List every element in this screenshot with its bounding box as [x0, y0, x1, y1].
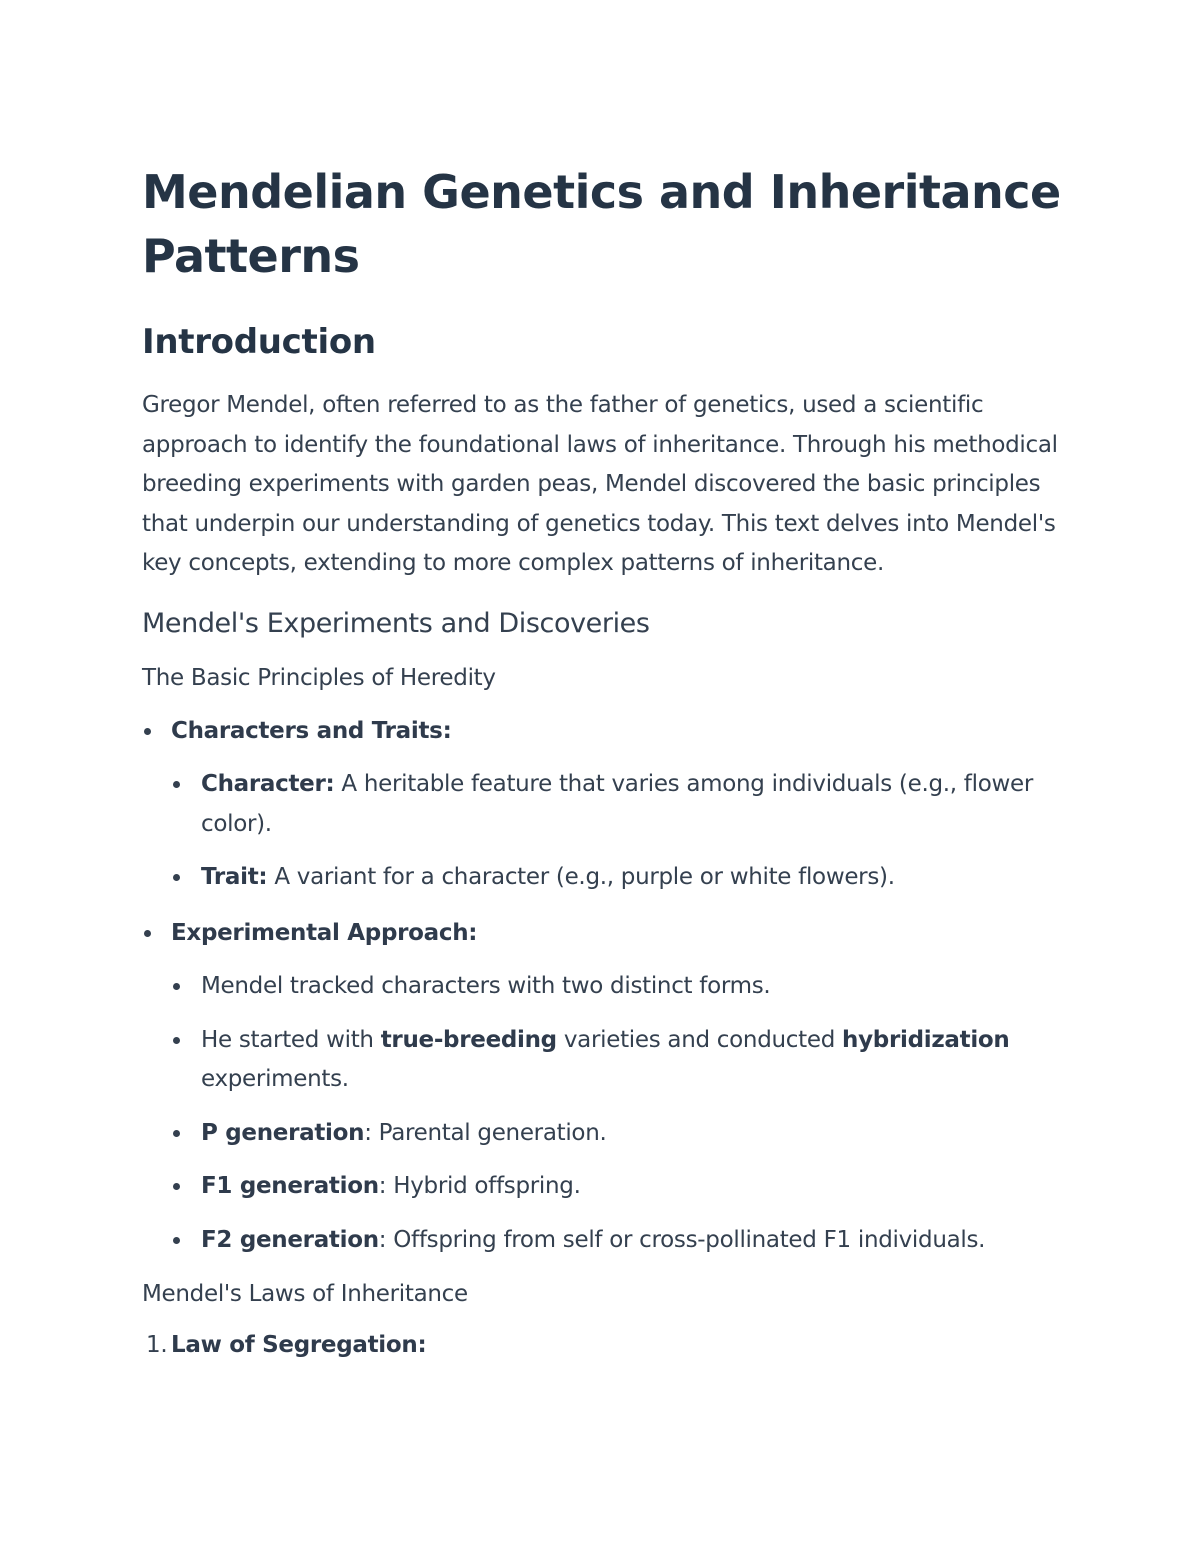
tracked-characters-text: Mendel tracked characters with two distinct forms. [201, 973, 771, 999]
bullet-icon [173, 983, 180, 990]
character-term: Character: [201, 771, 335, 797]
list-item-f1-generation [171, 1167, 1067, 1207]
p-generation-term: P generation [201, 1119, 365, 1146]
basic-principles-heading: The Basic Principles of Heredity [142, 664, 496, 691]
list-item-characters-traits [142, 712, 1067, 898]
f2-generation-term: F2 generation [201, 1226, 379, 1253]
laws-heading: Mendel's Laws of Inheritance [142, 1281, 468, 1307]
bullet-icon [144, 728, 151, 735]
bullet-icon [144, 930, 151, 937]
list-item-true-breeding [171, 1021, 1067, 1100]
p-generation-text: : Parental generation. [364, 1119, 607, 1146]
bullet-icon [173, 1183, 180, 1190]
experimental-approach-sublist [171, 967, 1067, 1260]
introduction-paragraph: Gregor Mendel, often referred to as the father of genetics, used a scientific approach to identify the foundational laws of inheritance. Through his methodical breeding experiments with garden peas, Mendel discovered the basic principles that underpin our understanding of genetics today. This text delves into Mendel's key concepts, extending to more complex patterns of inheritance. [142, 392, 1058, 576]
laws-list [142, 1326, 1067, 1366]
law-of-segregation-label: Law of Segregation: [171, 1332, 427, 1358]
principles-list [142, 712, 1067, 1261]
bullet-icon [173, 1130, 180, 1137]
f1-generation-text: : Hybrid offspring. [378, 1173, 581, 1199]
trait-term: Trait: [201, 864, 268, 890]
f1-generation-term: F1 generation [201, 1173, 379, 1199]
characters-traits-label: Characters and Traits: [171, 717, 452, 744]
list-item-law-of-segregation [142, 1326, 1067, 1366]
list-item-character [171, 765, 1067, 844]
experiments-heading: Mendel's Experiments and Discoveries [142, 607, 650, 639]
list-item-experimental-approach [142, 914, 1067, 1261]
true-breeding-mid: varieties and conducted [556, 1026, 843, 1053]
list-item-f2-generation [171, 1221, 1067, 1261]
true-breeding-pre: He started with [201, 1026, 381, 1053]
list-item-tracked-characters [171, 967, 1067, 1007]
bullet-icon [173, 1037, 180, 1044]
bullet-icon [173, 1237, 180, 1244]
list-item-trait [171, 858, 1067, 898]
character-definition: A heritable feature that varies among individuals (e.g., flower color). [201, 771, 1033, 837]
list-item-p-generation [171, 1114, 1067, 1154]
experimental-approach-label: Experimental Approach: [171, 919, 478, 946]
trait-definition: A variant for a character (e.g., purple or white flowers). [267, 864, 895, 890]
bullet-icon [173, 781, 180, 788]
document-page [142, 160, 1067, 1366]
f2-generation-text: : Offspring from self or cross-pollinated F1 individuals. [378, 1226, 986, 1253]
law-number: 1. [146, 1332, 168, 1358]
page-title: Mendelian Genetics and Inheritance Patterns [142, 165, 1061, 283]
true-breeding-term: true-breeding [380, 1026, 557, 1053]
hybridization-term: hybridization [842, 1026, 1010, 1053]
true-breeding-post: experiments. [201, 1066, 349, 1092]
introduction-heading: Introduction [142, 322, 376, 362]
bullet-icon [173, 874, 180, 881]
characters-traits-sublist [171, 765, 1067, 898]
